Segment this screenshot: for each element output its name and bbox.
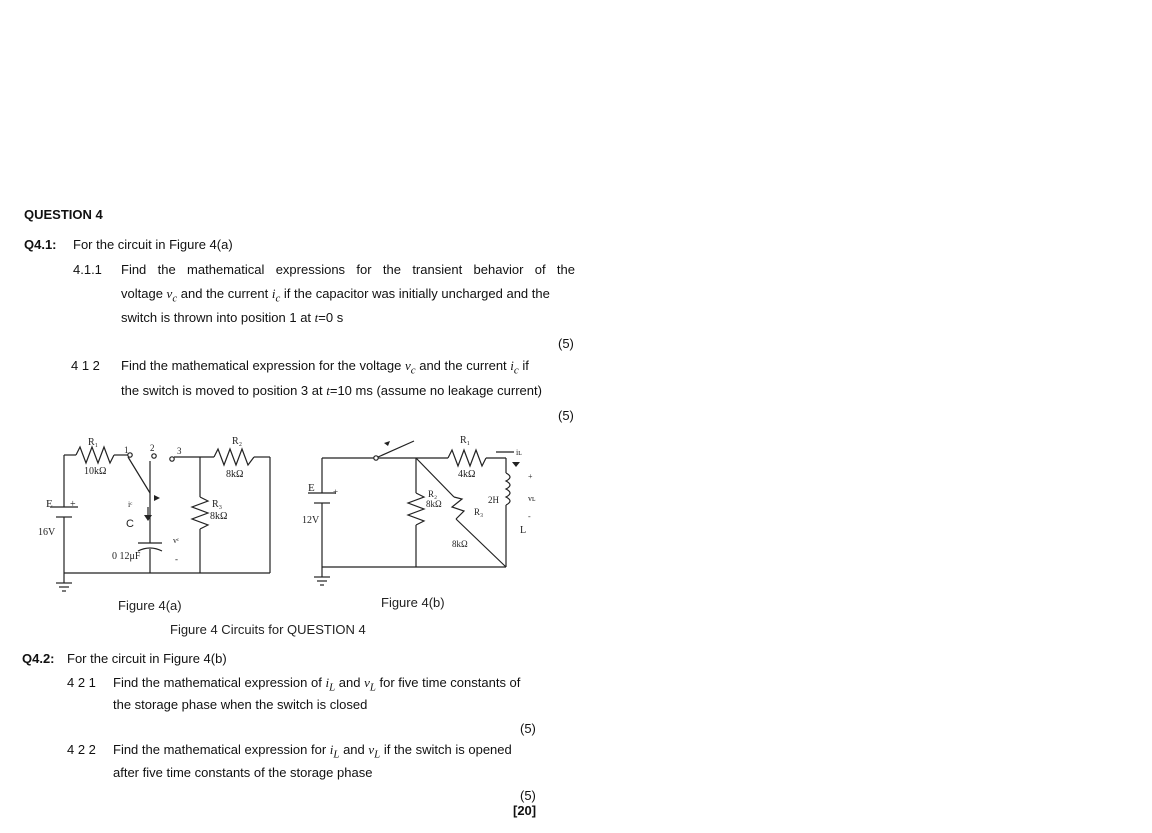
figure-4a-caption: Figure 4(a) [118,598,182,613]
figure-4b-caption: Figure 4(b) [381,595,445,610]
q411-number: 4.1.1 [73,262,102,277]
q41-label: Q4.1: [24,237,57,252]
fig-a-minus: - [175,554,178,564]
fig-b-il-label: iʟ [516,448,522,457]
total-marks: [20] [513,803,537,818]
q421-line1: Find the mathematical expression of $i_L$ and $v_L$ for five time constants of [113,675,521,694]
fig-a-r3-label: R₃ [212,499,223,510]
q41-intro: For the circuit in Figure 4(a) [73,237,233,252]
q422-number: 4 2 2 [67,742,96,757]
fig-b-r1-value: 4kΩ [458,469,476,480]
q412-line2: the switch is moved to position 3 at t=10 ms (assume no leakage current) [121,383,542,398]
fig-b-plus-source: + [333,487,339,497]
fig-a-r2-value: 8kΩ [226,469,244,480]
fig-a-c-value: 0 12μF [112,551,141,562]
q412-number: 4 1 2 [71,358,100,373]
q411-marks: (5) [558,336,574,351]
q412-line1: Find the mathematical expression for the voltage $v_c$ and the current $i_c$ if [121,358,529,377]
q422-marks: (5) [520,788,536,803]
fig-b-l-label: L [520,525,527,536]
question-title: QUESTION 4 [24,207,103,222]
fig-b-r1-label: R₁ [460,435,471,446]
q412-marks: (5) [558,408,574,423]
fig-b-l-value: 2H [488,495,499,505]
q42-intro: For the circuit in Figure 4(b) [67,651,227,666]
fig-b-r3-value: 8kΩ [452,539,468,549]
fig-a-pos1: 1 [124,445,129,455]
fig-a-pos2: 2 [150,443,155,453]
fig-a-plus: + [70,499,76,510]
fig-a-vc-label: vᶜ [173,536,180,545]
figure-caption: Figure 4 Circuits for QUESTION 4 [170,622,366,637]
fig-a-r3-value: 8kΩ [210,511,228,522]
fig-a-r2-label: R₂ [232,436,243,447]
circuit-figures [0,425,600,640]
fig-b-vl-label: vʟ [528,494,536,503]
q411-line1: Find the mathematical expressions for the transient behavior of the [121,262,575,277]
fig-a-ic-label: iᶜ [128,500,133,509]
fig-b-r2-value: 8kΩ [426,499,442,509]
fig-b-r3-label: R₃ [474,507,484,517]
fig-b-e-label: E [308,482,315,494]
q411-line2: voltage $v_c$ and the current $i_c$ if the capacitor was initially uncharged and the [121,286,550,305]
fig-b-minus-inductor: - [528,512,531,521]
q422-line2: after five time constants of the storage phase [113,765,373,780]
q422-line1: Find the mathematical expression for $i_L$ and $v_L$ if the switch is opened [113,742,512,761]
q421-marks: (5) [520,721,536,736]
fig-a-e-value: 16V [38,527,56,538]
fig-a-pos3: 3 [177,446,182,456]
q421-number: 4 2 1 [67,675,96,690]
q411-line3: switch is thrown into position 1 at t=0 s [121,310,344,325]
fig-a-c-label: C [126,518,134,530]
fig-b-plus-inductor: + [528,472,533,481]
fig-a-e-label: E [46,498,53,510]
fig-b-e-value: 12V [302,515,320,526]
q42-label: Q4.2: [22,651,55,666]
fig-b-r2-label: R₂ [428,489,438,499]
q421-line2: the storage phase when the switch is closed [113,697,368,712]
fig-a-r1-label: R₁ [88,437,99,448]
fig-a-r1-value: 10kΩ [84,466,107,477]
